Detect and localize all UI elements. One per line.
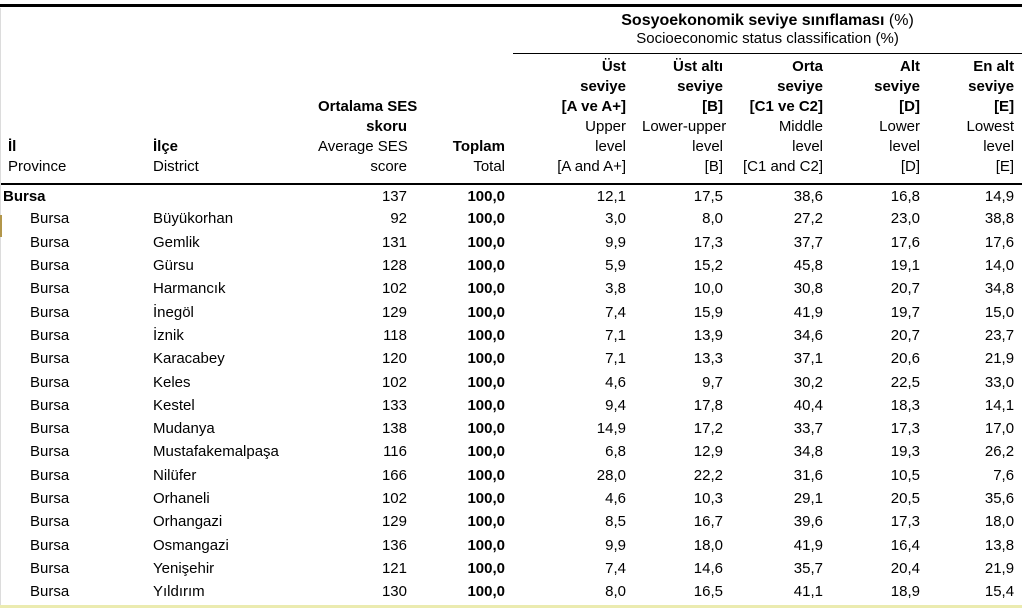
cell-province: Bursa xyxy=(30,350,70,368)
district-row xyxy=(0,277,1022,300)
district-row xyxy=(0,254,1022,277)
cell-total: 100,0 xyxy=(467,420,505,438)
cell-province: Bursa xyxy=(30,210,70,228)
cell-lowest-level: 26,2 xyxy=(984,443,1015,461)
cell-middle-level: 37,7 xyxy=(793,233,823,251)
cell-lowest-level: 14,1 xyxy=(984,396,1015,414)
cell-lowest-level: 15,0 xyxy=(984,303,1015,321)
cell-total: 100,0 xyxy=(467,257,505,275)
cell-lower-level: 19,3 xyxy=(890,443,920,461)
cell-upper-level: 28,0 xyxy=(596,466,626,484)
cell-province: Bursa xyxy=(30,280,70,298)
cell-province: Bursa xyxy=(30,443,70,461)
cell-district: İznik xyxy=(153,326,184,344)
cell-lowest-level: 14,0 xyxy=(984,257,1015,275)
district-row xyxy=(0,347,1022,370)
cell-lower-level: 10,5 xyxy=(890,466,920,484)
cell-lowest-level: 33,0 xyxy=(984,373,1015,391)
group-title-turkish: Sosyoekonomik seviye sınıflaması (%) xyxy=(621,12,914,29)
column-header-lower-level: Alt seviye [D] Lower level [D] xyxy=(831,54,928,185)
cell-average-ses-score: 130 xyxy=(381,583,407,601)
cell-lower-level: 22,5 xyxy=(890,373,920,391)
cell-middle-level: 41,1 xyxy=(793,583,823,601)
cell-lowest-level: 15,4 xyxy=(984,583,1015,601)
cell-average-ses-score: 102 xyxy=(381,373,407,391)
district-row xyxy=(0,510,1022,533)
cell-average-ses-score: 166 xyxy=(381,466,407,484)
cell-middle-level: 33,7 xyxy=(793,420,823,438)
cell-middle-level: 38,6 xyxy=(793,187,823,205)
cell-lower-level: 17,3 xyxy=(890,420,920,438)
table-body xyxy=(0,184,1022,603)
cell-average-ses-score: 92 xyxy=(390,210,407,228)
cell-lower-level: 20,6 xyxy=(890,350,920,368)
cell-upper-level: 8,5 xyxy=(605,513,626,531)
cell-upper-level: 3,8 xyxy=(605,280,626,298)
district-row xyxy=(0,417,1022,440)
cell-lower-level: 17,3 xyxy=(890,513,920,531)
cell-lower-level: 20,7 xyxy=(890,326,920,344)
cell-upper-level: 9,9 xyxy=(605,233,626,251)
cell-total: 100,0 xyxy=(467,536,505,554)
cell-middle-level: 30,2 xyxy=(793,373,823,391)
cell-district: Gürsu xyxy=(153,257,194,275)
cell-lower-upper-level: 16,7 xyxy=(693,513,723,531)
cell-district: Karacabey xyxy=(153,350,225,368)
cell-total: 100,0 xyxy=(467,559,505,577)
cell-middle-level: 41,9 xyxy=(793,536,823,554)
cell-average-ses-score: 138 xyxy=(381,420,407,438)
cell-total: 100,0 xyxy=(467,280,505,298)
cell-lower-level: 23,0 xyxy=(890,210,920,228)
cell-province: Bursa xyxy=(30,536,70,554)
district-row xyxy=(0,464,1022,487)
cell-district: Yıldırım xyxy=(153,583,205,601)
district-row xyxy=(0,300,1022,323)
cell-middle-level: 39,6 xyxy=(793,513,823,531)
cell-lower-level: 18,3 xyxy=(890,396,920,414)
district-row xyxy=(0,394,1022,417)
cell-average-ses-score: 102 xyxy=(381,280,407,298)
cell-lower-upper-level: 13,3 xyxy=(693,350,723,368)
cell-province: Bursa xyxy=(30,583,70,601)
cell-upper-level: 9,9 xyxy=(605,536,626,554)
cell-lower-upper-level: 12,9 xyxy=(693,443,723,461)
district-row xyxy=(0,580,1022,603)
cell-district: Osmangazi xyxy=(153,536,229,554)
cell-lower-upper-level: 15,9 xyxy=(693,303,723,321)
cell-total: 100,0 xyxy=(467,443,505,461)
cell-average-ses-score: 129 xyxy=(381,303,407,321)
cell-lowest-level: 21,9 xyxy=(984,350,1015,368)
cell-total: 100,0 xyxy=(467,233,505,251)
cell-upper-level: 14,9 xyxy=(596,420,626,438)
cell-average-ses-score: 116 xyxy=(383,443,407,461)
cell-lower-level: 20,4 xyxy=(890,559,920,577)
cell-lower-upper-level: 16,5 xyxy=(693,583,723,601)
cell-upper-level: 12,1 xyxy=(596,187,626,205)
cell-upper-level: 7,1 xyxy=(605,326,626,344)
cell-lowest-level: 35,6 xyxy=(984,490,1015,507)
cell-upper-level: 5,9 xyxy=(605,257,626,275)
cell-lower-level: 16,4 xyxy=(890,536,920,554)
cell-district: Mustafakemalpaşa xyxy=(153,443,279,461)
cell-lower-upper-level: 13,9 xyxy=(693,326,723,344)
cell-district: Mudanya xyxy=(153,420,215,438)
cell-upper-level: 7,4 xyxy=(605,559,626,577)
cell-lower-level: 16,8 xyxy=(890,187,920,205)
cell-lowest-level: 17,0 xyxy=(984,420,1015,438)
column-header-lowest-level: En alt seviye [E] Lowest level [E] xyxy=(928,54,1022,185)
cell-average-ses-score: 128 xyxy=(381,257,407,275)
cell-average-ses-score: 137 xyxy=(381,187,407,205)
province-total-row xyxy=(0,184,1022,207)
cell-lower-level: 17,6 xyxy=(890,233,920,251)
cell-middle-level: 40,4 xyxy=(793,396,823,414)
cell-lowest-level: 7,6 xyxy=(993,466,1015,484)
cell-lower-upper-level: 9,7 xyxy=(702,373,723,391)
cell-lowest-level: 21,9 xyxy=(984,559,1015,577)
district-row xyxy=(0,324,1022,347)
cell-lower-upper-level: 14,6 xyxy=(693,559,723,577)
cell-average-ses-score: 131 xyxy=(381,233,407,251)
cell-lower-level: 20,7 xyxy=(890,280,920,298)
cell-lower-upper-level: 17,3 xyxy=(693,233,723,251)
cell-total: 100,0 xyxy=(467,326,505,344)
gold-left-marker xyxy=(0,215,2,237)
cell-average-ses-score: 136 xyxy=(381,536,407,554)
cell-lowest-level: 17,6 xyxy=(984,233,1015,251)
cell-upper-level: 3,0 xyxy=(605,210,626,228)
column-header-middle-level: Orta seviye [C1 ve C2] Middle level [C1 and C2] xyxy=(731,54,831,185)
cell-total: 100,0 xyxy=(467,583,505,601)
district-row xyxy=(0,533,1022,556)
cell-province: Bursa xyxy=(30,257,70,275)
cell-district: Harmancık xyxy=(153,280,226,298)
cell-total: 100,0 xyxy=(467,303,505,321)
district-row xyxy=(0,231,1022,254)
cell-lower-upper-level: 17,8 xyxy=(693,396,723,414)
column-header-district: İlçe District xyxy=(145,54,310,185)
group-title-english: Socioeconomic status classification (%) xyxy=(636,30,899,47)
header-empty-corner xyxy=(0,7,513,54)
cell-lower-level: 19,1 xyxy=(890,257,920,275)
cell-lower-upper-level: 17,5 xyxy=(693,187,723,205)
cell-total: 100,0 xyxy=(467,466,505,484)
cell-province: Bursa xyxy=(3,187,46,205)
cell-upper-level: 4,6 xyxy=(605,373,626,391)
cell-district: Büyükorhan xyxy=(153,210,234,228)
cell-average-ses-score: 120 xyxy=(381,350,407,368)
cell-upper-level: 8,0 xyxy=(605,583,626,601)
cell-total: 100,0 xyxy=(467,513,505,531)
column-header-province: İl Province xyxy=(0,54,145,185)
cell-province: Bursa xyxy=(30,466,70,484)
cell-lower-upper-level: 10,3 xyxy=(693,490,723,507)
district-row xyxy=(0,370,1022,393)
cell-average-ses-score: 133 xyxy=(381,396,407,414)
cell-province: Bursa xyxy=(30,373,70,391)
cell-total: 100,0 xyxy=(467,490,505,507)
cell-district: Yenişehir xyxy=(153,559,215,577)
cell-upper-level: 7,1 xyxy=(605,350,626,368)
cell-lower-upper-level: 18,0 xyxy=(693,536,723,554)
cell-lower-level: 20,5 xyxy=(890,490,920,507)
cell-total: 100,0 xyxy=(467,210,505,228)
district-row xyxy=(0,440,1022,463)
cell-middle-level: 45,8 xyxy=(793,257,823,275)
group-header xyxy=(513,7,1022,54)
cell-average-ses-score: 118 xyxy=(383,326,407,344)
cell-lowest-level: 18,0 xyxy=(984,513,1015,531)
cell-total: 100,0 xyxy=(467,350,505,368)
cell-middle-level: 30,8 xyxy=(793,280,823,298)
cell-upper-level: 4,6 xyxy=(605,490,626,507)
cell-upper-level: 7,4 xyxy=(605,303,626,321)
column-header-lower-upper-level: Üst altı seviye [B] Lower-upper level [B] xyxy=(634,54,731,185)
cell-district: Orhaneli xyxy=(153,490,210,507)
cell-district: Gemlik xyxy=(153,233,200,251)
cell-middle-level: 34,8 xyxy=(793,443,823,461)
cell-district: Orhangazi xyxy=(153,513,223,531)
cell-middle-level: 35,7 xyxy=(793,559,823,577)
district-row xyxy=(0,207,1022,230)
cell-province: Bursa xyxy=(30,303,70,321)
cell-lower-upper-level: 22,2 xyxy=(693,466,723,484)
cell-lowest-level: 14,9 xyxy=(984,187,1015,205)
cell-lowest-level: 38,8 xyxy=(984,210,1015,228)
cell-average-ses-score: 129 xyxy=(381,513,407,531)
cell-district: Kestel xyxy=(153,396,195,414)
cell-province: Bursa xyxy=(30,233,70,251)
cell-total: 100,0 xyxy=(467,373,505,391)
cell-district: Keles xyxy=(153,373,191,391)
cell-district: Nilüfer xyxy=(153,466,197,484)
ses-classification-table xyxy=(0,7,1022,603)
cell-lowest-level: 23,7 xyxy=(984,326,1015,344)
cell-province: Bursa xyxy=(30,326,70,344)
cell-middle-level: 29,1 xyxy=(793,490,823,507)
cell-total: 100,0 xyxy=(467,396,505,414)
cell-province: Bursa xyxy=(30,396,70,414)
cell-average-ses-score: 121 xyxy=(381,559,407,577)
district-row xyxy=(0,487,1022,510)
cell-lower-upper-level: 10,0 xyxy=(693,280,723,298)
cell-lowest-level: 34,8 xyxy=(984,280,1015,298)
left-gridline xyxy=(0,8,1,608)
cell-lower-upper-level: 17,2 xyxy=(693,420,723,438)
district-row xyxy=(0,557,1022,580)
cell-lower-level: 19,7 xyxy=(890,303,920,321)
cell-lower-level: 18,9 xyxy=(890,583,920,601)
cell-middle-level: 34,6 xyxy=(793,326,823,344)
cell-middle-level: 41,9 xyxy=(793,303,823,321)
cell-district: İnegöl xyxy=(153,303,194,321)
cell-district xyxy=(145,184,310,207)
cell-province: Bursa xyxy=(30,559,70,577)
cell-province: Bursa xyxy=(30,490,70,507)
cell-province: Bursa xyxy=(30,420,70,438)
cell-province: Bursa xyxy=(30,513,70,531)
cell-middle-level: 31,6 xyxy=(793,466,823,484)
cell-lower-upper-level: 8,0 xyxy=(702,210,723,228)
cell-lower-upper-level: 15,2 xyxy=(693,257,723,275)
cell-average-ses-score: 102 xyxy=(381,490,407,507)
column-header-total: Toplam Total xyxy=(415,54,513,185)
cell-upper-level: 9,4 xyxy=(605,396,626,414)
cell-lowest-level: 13,8 xyxy=(984,536,1015,554)
column-header-average-ses: Ortalama SES skoru Average SES score xyxy=(310,54,415,185)
cell-middle-level: 37,1 xyxy=(793,350,823,368)
cell-upper-level: 6,8 xyxy=(605,443,626,461)
cell-middle-level: 27,2 xyxy=(793,210,823,228)
column-header-upper-level: Üst seviye [A ve A+] Upper level [A and A+] xyxy=(513,54,634,185)
table-header xyxy=(0,7,1022,184)
cell-total: 100,0 xyxy=(467,187,505,205)
